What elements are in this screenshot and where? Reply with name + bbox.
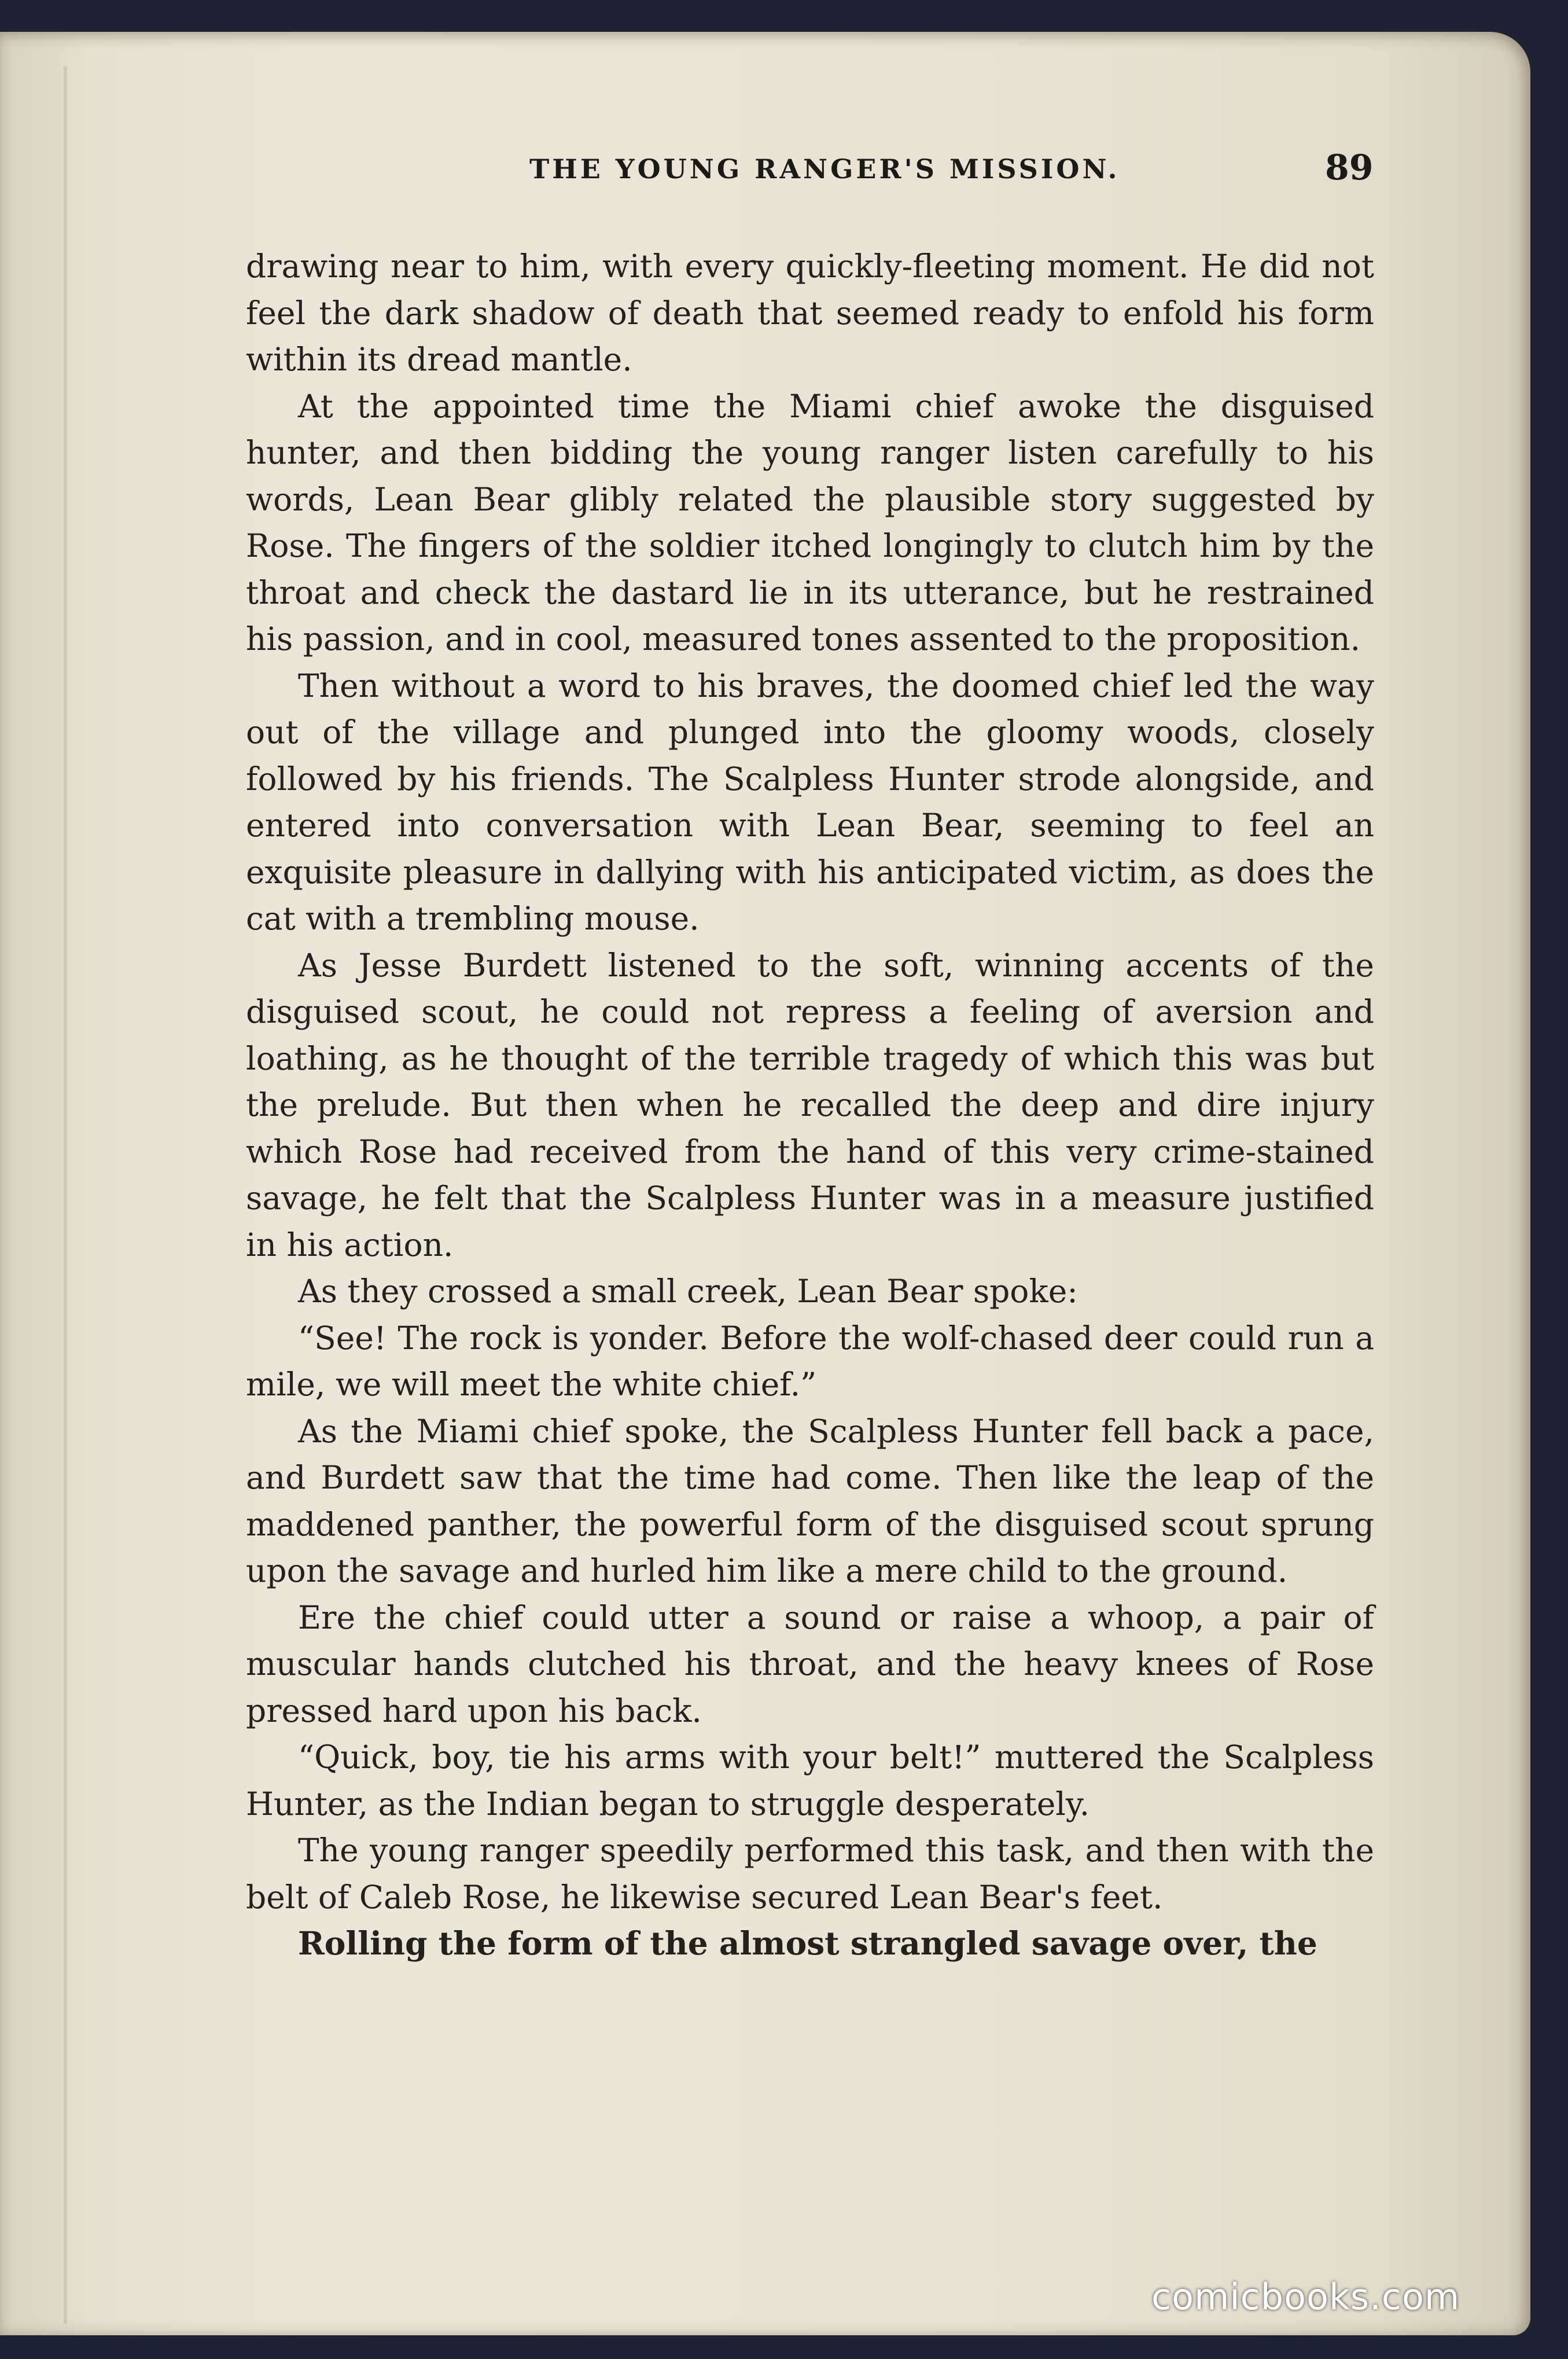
page-gutter [64,67,67,2324]
paragraph: As the Miami chief spoke, the Scalpless Hunter fell back a pace, and Burdett saw that the time had come. Then like the leap of the maddened panther, the powerful form of the disguised scout sprung upon the savage and hurled him like a mere child to the ground. [246,1412,1374,1589]
paragraph: Rolling the form of the almost strangled savage over, the [298,1924,1317,1962]
paragraph: As they crossed a small creek, Lean Bear spoke: [298,1273,1078,1310]
paragraph: “See! The rock is yonder. Before the wolf-chased deer could run a mile, we will meet the white chief.” [246,1319,1374,1403]
watermark: comicbooks.com [1151,2276,1460,2318]
paragraph: Ere the chief could utter a sound or raise a whoop, a pair of muscular hands clutched his throat, and the heavy knees of Rose pressed hard upon his back. [246,1599,1374,1729]
page-number: 89 [1325,148,1374,188]
paragraph: “Quick, boy, tie his arms with your belt!” muttered the Scalpless Hunter, as the Indian began to struggle desperately. [246,1739,1374,1822]
paragraph: Then without a word to his braves, the doomed chief led the way out of the village and plunged into the gloomy woods, closely followed by his friends. The Scalpless Hunter strode alongside, and entered into conversation with Lean Bear, seeming to feel an exquisite pleasure in dallying with his anticipated victim, as does the cat with a trembling mouse. [246,667,1374,937]
running-head: THE YOUNG RANGER'S MISSION. [529,153,1120,185]
paragraph: As Jesse Burdett listened to the soft, winning accents of the disguised scout, he could not repress a feeling of aversion and loathing, as he thought of the terrible tragedy of which this was but the prelude. But then when he recalled the deep and dire injury which Rose had received from the hand of this very crime-stained savage, he felt that the Scalpless Hunter was in a measure justified in his action. [246,946,1374,1263]
paragraph: drawing near to him, with every quickly-fleeting moment. He did not feel the dark shadow of death that seemed ready to enfold his form within its dread mantle. [246,248,1374,378]
paragraph: The young ranger speedily performed this task, and then with the belt of Caleb Rose, he likewise secured Lean Bear's feet. [246,1832,1374,1916]
paragraph: At the appointed time the Miami chief awoke the disguised hunter, and then bidding the young ranger listen carefully to his words, Lean Bear glibly related the plausible story suggested by Rose. The fingers of the soldier itched longingly to clutch him by the throat and check the dastard lie in its utterance, but he restrained his passion, and in cool, measured tones assented to the proposition. [246,387,1374,657]
body-text [246,243,1374,1967]
